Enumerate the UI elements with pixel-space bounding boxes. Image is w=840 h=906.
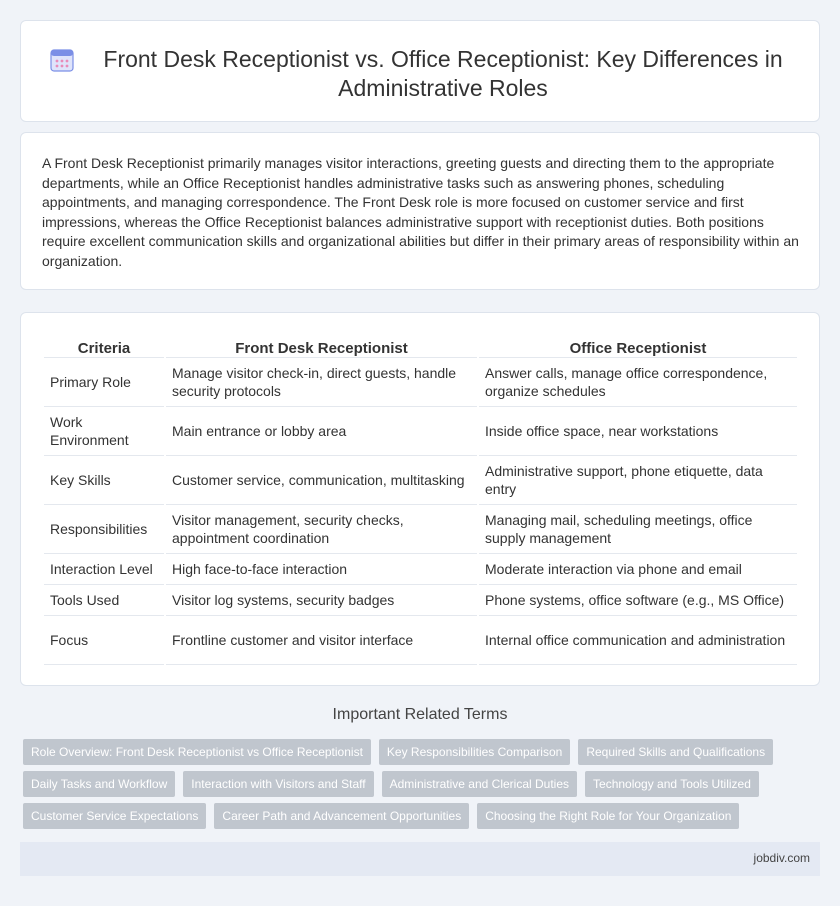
table-row [44, 554, 797, 585]
front-desk-cell: High face-to-face interaction [166, 554, 477, 585]
intro-text: A Front Desk Receptionist primarily manages visitor interactions, greeting guests and directing them to the appropriate departments, while an Office Receptionist handles administrative tasks such as answering phones, scheduling appointments, and managing correspondence. The Front Desk role is more focused on customer service and first impressions, whereas the Office Receptionist balances administrative support with receptionist duties. Both positions require excellent communication skills and organizational abilities but differ in their primary areas of responsibility within an organization. [42, 155, 799, 269]
criteria-cell: Tools Used [44, 585, 164, 616]
header-front-desk: Front Desk Receptionist [166, 333, 477, 358]
header-card [20, 20, 820, 122]
office-cell: Administrative support, phone etiquette, data entry [479, 456, 797, 505]
related-term-tag[interactable]: Career Path and Advancement Opportunities [214, 803, 469, 829]
table-row [44, 407, 797, 456]
header-criteria: Criteria [44, 333, 164, 358]
criteria-cell: Key Skills [44, 456, 164, 505]
comparison-card [20, 312, 820, 686]
table-row [44, 358, 797, 407]
related-term-tag[interactable]: Technology and Tools Utilized [585, 771, 759, 797]
office-cell: Moderate interaction via phone and email [479, 554, 797, 585]
front-desk-cell: Customer service, communication, multitasking [166, 456, 477, 505]
related-term-tag[interactable]: Required Skills and Qualifications [578, 739, 773, 765]
footer [20, 842, 820, 876]
office-cell: Inside office space, near workstations [479, 407, 797, 456]
related-term-tag[interactable]: Customer Service Expectations [23, 803, 206, 829]
office-cell: Managing mail, scheduling meetings, office supply management [479, 505, 797, 554]
related-term-tag[interactable]: Interaction with Visitors and Staff [183, 771, 373, 797]
table-row [44, 456, 797, 505]
related-terms-title: Important Related Terms [332, 706, 508, 723]
related-term-tag[interactable]: Role Overview: Front Desk Receptionist vs Office Receptionist [23, 739, 371, 765]
front-desk-cell: Frontline customer and visitor interface [166, 616, 477, 665]
criteria-cell: Interaction Level [44, 554, 164, 585]
related-term-tag[interactable]: Key Responsibilities Comparison [379, 739, 570, 765]
front-desk-cell: Visitor management, security checks, appointment coordination [166, 505, 477, 554]
office-cell: Answer calls, manage office correspondence, organize schedules [479, 358, 797, 407]
criteria-cell: Work Environment [44, 407, 164, 456]
page-title: Front Desk Receptionist vs. Office Receptionist: Key Differences in Administrative Roles [103, 46, 783, 101]
front-desk-cell: Visitor log systems, security badges [166, 585, 477, 616]
criteria-cell: Responsibilities [44, 505, 164, 554]
intro-card [20, 132, 820, 290]
office-cell: Phone systems, office software (e.g., MS Office) [479, 585, 797, 616]
related-term-tag[interactable]: Choosing the Right Role for Your Organization [477, 803, 739, 829]
footer-site-link[interactable]: jobdiv.com [753, 851, 810, 865]
criteria-cell: Focus [44, 616, 164, 665]
front-desk-cell: Manage visitor check-in, direct guests, handle security protocols [166, 358, 477, 407]
table-row [44, 616, 797, 665]
front-desk-cell: Main entrance or lobby area [166, 407, 477, 456]
related-term-tag[interactable]: Administrative and Clerical Duties [382, 771, 577, 797]
office-cell: Internal office communication and administration [479, 616, 797, 665]
header-office: Office Receptionist [479, 333, 797, 358]
comparison-table [42, 333, 799, 665]
related-terms-list [23, 739, 803, 829]
related-term-tag[interactable]: Daily Tasks and Workflow [23, 771, 175, 797]
table-row [44, 505, 797, 554]
table-row [44, 585, 797, 616]
criteria-cell: Primary Role [44, 358, 164, 407]
table-header-row [44, 333, 797, 358]
calendar-icon [49, 47, 75, 73]
